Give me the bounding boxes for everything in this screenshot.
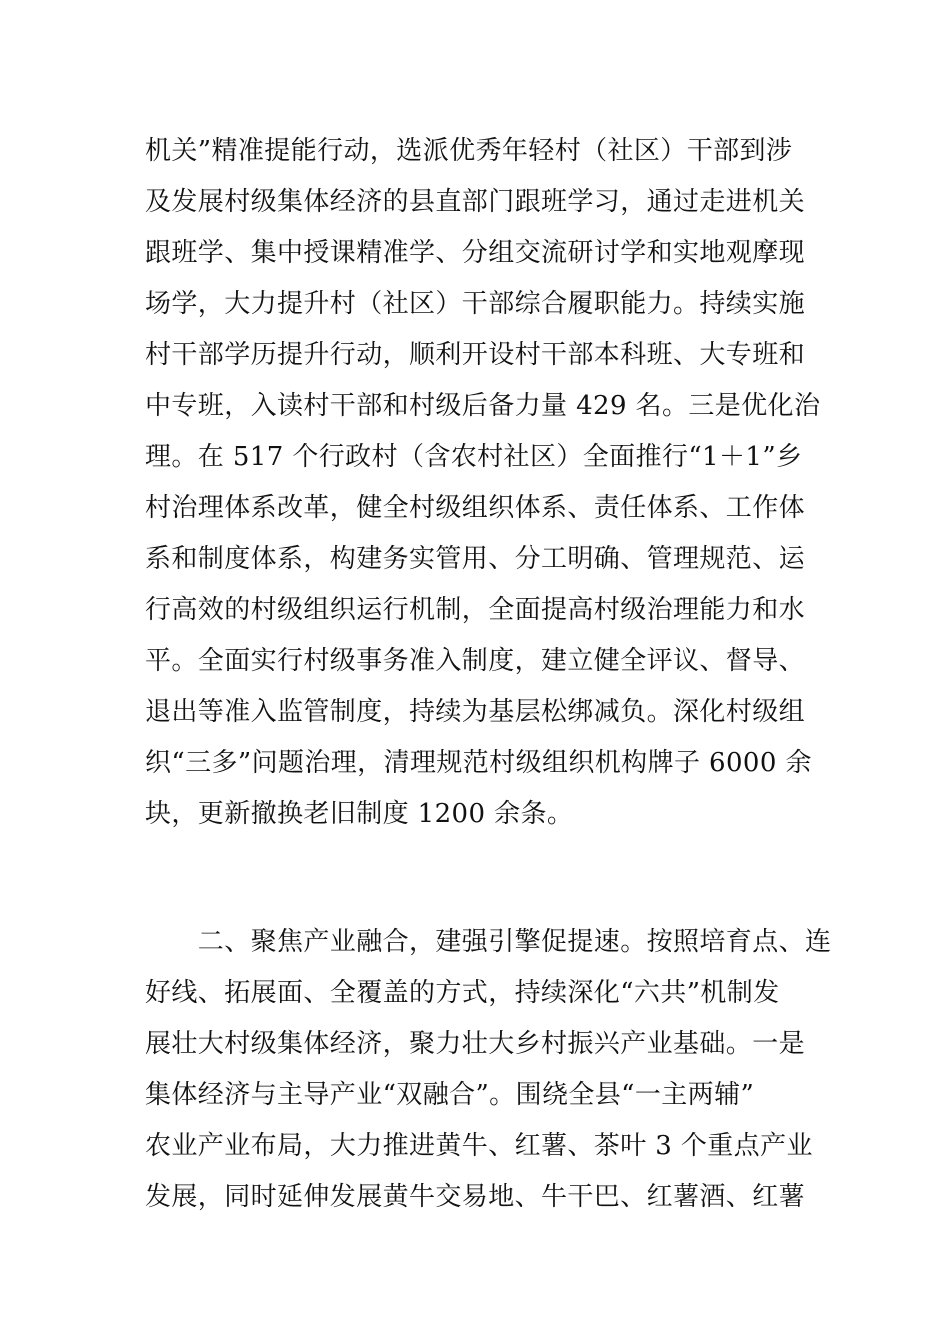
text-line: 理。在 517 个行政村（含农村社区）全面推行“1＋1”乡	[145, 442, 803, 472]
text-line: 二、聚焦产业融合，建强引擎促提速。按照培育点、连	[145, 927, 832, 957]
text-line: 中专班，入读村干部和村级后备力量 429 名。三是优化治	[145, 391, 821, 421]
text-line: 退出等准入监管制度，持续为基层松绑减负。深化村级组	[145, 697, 806, 727]
paragraph-industry-integration	[145, 917, 832, 1223]
text-line: 跟班学、集中授课精准学、分组交流研讨学和实地观摩现	[145, 238, 806, 268]
text-line: 行高效的村级组织运行机制，全面提高村级治理能力和水	[145, 595, 806, 625]
text-line: 集体经济与主导产业“双融合”。围绕全县“一主两辅”	[145, 1080, 755, 1110]
text-line: 织“三多”问题治理，清理规范村级组织机构牌子 6000 余	[145, 748, 812, 778]
text-line: 及发展村级集体经济的县直部门跟班学习，通过走进机关	[145, 187, 806, 217]
text-line: 场学，大力提升村（社区）干部综合履职能力。持续实施	[145, 289, 806, 319]
text-line: 好线、拓展面、全覆盖的方式，持续深化“六共”机制发	[145, 978, 780, 1008]
text-line: 平。全面实行村级事务准入制度，建立健全评议、督导、	[145, 646, 806, 676]
text-line: 系和制度体系，构建务实管用、分工明确、管理规范、运	[145, 544, 806, 574]
text-line: 村干部学历提升行动，顺利开设村干部本科班、大专班和	[145, 340, 806, 370]
text-line: 发展，同时延伸发展黄牛交易地、牛干巴、红薯酒、红薯	[145, 1182, 806, 1212]
text-line: 村治理体系改革，健全村级组织体系、责任体系、工作体	[145, 493, 806, 523]
text-line: 块，更新撤换老旧制度 1200 余条。	[145, 799, 574, 829]
text-line: 农业产业布局，大力推进黄牛、红薯、茶叶 3 个重点产业	[145, 1131, 813, 1161]
text-line: 展壮大村级集体经济，聚力壮大乡村振兴产业基础。一是	[145, 1029, 806, 1059]
paragraph-village-governance	[145, 126, 821, 840]
text-line: 机关”精准提能行动，选派优秀年轻村（社区）干部到涉	[145, 136, 793, 166]
